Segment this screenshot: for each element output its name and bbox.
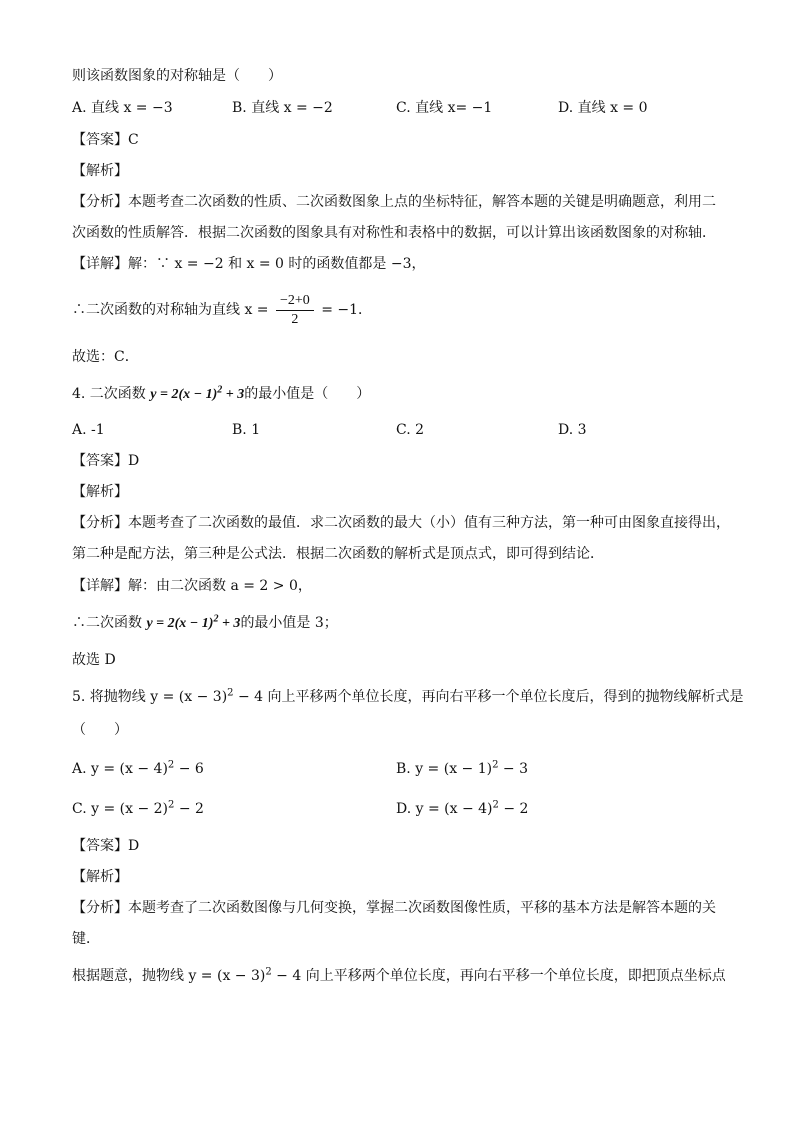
min4-expression: y = 2(x − 1) [146, 616, 214, 631]
detail-3: 【详解】解：∵ x = −2 和 x = 0 时的函数值都是 −3， [72, 256, 426, 272]
option-3a: A. 直线 x = −3 [72, 100, 173, 116]
choice-4: 故选 D [72, 652, 116, 668]
min4-suffix: 的最小值是 3； [240, 615, 338, 631]
option-4a: A. -1 [72, 422, 105, 438]
solution-5-line [72, 966, 726, 986]
min4-prefix: ∴二次函数 [72, 615, 147, 631]
analysis-4-line-2: 第二种是配方法，第三种是公式法．根据二次函数的解析式是顶点式，即可得到结论． [72, 546, 604, 562]
analysis-3-line-2: 次函数的性质解答．根据二次函数的图象具有对称性和表格中的数据，可以计算出该函数图象的对称轴． [72, 225, 716, 241]
option-5d-exponent: 2 [492, 799, 499, 811]
option-4b: B. 1 [232, 422, 261, 438]
option-5d-tail: − 2 [498, 801, 529, 817]
symmetry-fraction [276, 292, 314, 329]
analysis-4-line-1: 【分析】本题考查了二次函数的最值．求二次函数的最大（小）值有三种方法，第一种可由图象直接得出， [72, 515, 730, 531]
analysis-3-line-1: 【分析】本题考查二次函数的性质、二次函数图象上点的坐标特征，解答本题的关键是明确题意，利用二 [72, 194, 716, 210]
analysis-5-line-1: 【分析】本题考查了二次函数图像与几何变换，掌握二次函数图像性质，平移的基本方法是解答本题的关 [72, 900, 716, 916]
choice-3: 故选：C． [72, 349, 139, 365]
option-5b-exponent: 2 [492, 759, 499, 771]
option-3d: D. 直线 x = 0 [558, 100, 648, 116]
detail-4: 【详解】解：由二次函数 a = 2 > 0， [72, 578, 312, 594]
q4-expression-tail: + 3 [222, 387, 245, 402]
option-4c: C. 2 [396, 422, 425, 438]
option-5d [396, 799, 528, 819]
question-5-stem [72, 687, 744, 707]
answer-4: 【答案】D [72, 453, 140, 469]
q4-exponent: 2 [217, 384, 223, 396]
option-5c [72, 799, 204, 819]
last-prefix: 根据题意，抛物线 y = (x − 3) [72, 968, 266, 984]
analysis-5-line-2: 键． [72, 931, 100, 947]
option-3b: B. 直线 x = −2 [232, 100, 333, 116]
symmetry-axis-line [72, 290, 372, 330]
fraction-denominator: 2 [291, 311, 299, 327]
last-exponent: 2 [265, 966, 272, 978]
q5-exponent: 2 [227, 687, 234, 699]
symmetry-prefix: ∴二次函数的对称轴为直线 x = [72, 302, 269, 318]
option-5a-base: A. y = (x − 4) [72, 761, 168, 777]
q4-expression: y = 2(x − 1) [150, 387, 218, 402]
q4-prefix: 4. 二次函数 [72, 386, 151, 402]
question-3-stem: 则该函数图象的对称轴是（ ） [72, 68, 282, 84]
option-5c-base: C. y = (x − 2) [72, 801, 169, 817]
fraction-numerator: −2+0 [276, 292, 314, 311]
option-5b [396, 759, 528, 779]
option-5b-base: B. y = (x − 1) [396, 761, 493, 777]
last-suffix: − 4 向上平移两个单位长度，再向右平移一个单位长度，即把顶点坐标点 [271, 968, 726, 984]
analysis-heading-4: 【解析】 [72, 484, 128, 500]
analysis-heading-3: 【解析】 [72, 163, 128, 179]
min4-expression-tail: + 3 [218, 616, 241, 631]
analysis-heading-5: 【解析】 [72, 869, 128, 885]
option-5a [72, 759, 204, 779]
option-5b-tail: − 3 [498, 761, 529, 777]
min4-exponent: 2 [213, 613, 219, 625]
q4-suffix: 的最小值是（ ） [244, 386, 371, 402]
option-3c: C. 直线 x= −1 [396, 100, 493, 116]
option-5d-base: D. y = (x − 4) [396, 801, 493, 817]
symmetry-result: = −1． [321, 302, 373, 318]
option-5c-exponent: 2 [168, 799, 175, 811]
minimum-value-line [72, 613, 338, 634]
q5-prefix: 5. 将抛物线 y = (x − 3) [72, 689, 228, 705]
option-4d: D. 3 [558, 422, 587, 438]
option-5a-tail: − 6 [174, 761, 204, 777]
question-5-paren: （ ） [72, 722, 128, 738]
answer-5: 【答案】D [72, 838, 140, 854]
q5-suffix: − 4 向上平移两个单位长度，再向右平移一个单位长度后，得到的抛物线解析式是 [233, 689, 744, 705]
option-5a-exponent: 2 [167, 759, 175, 771]
option-5c-tail: − 2 [174, 801, 204, 817]
answer-3: 【答案】C [72, 132, 139, 148]
question-4-stem [72, 384, 370, 405]
